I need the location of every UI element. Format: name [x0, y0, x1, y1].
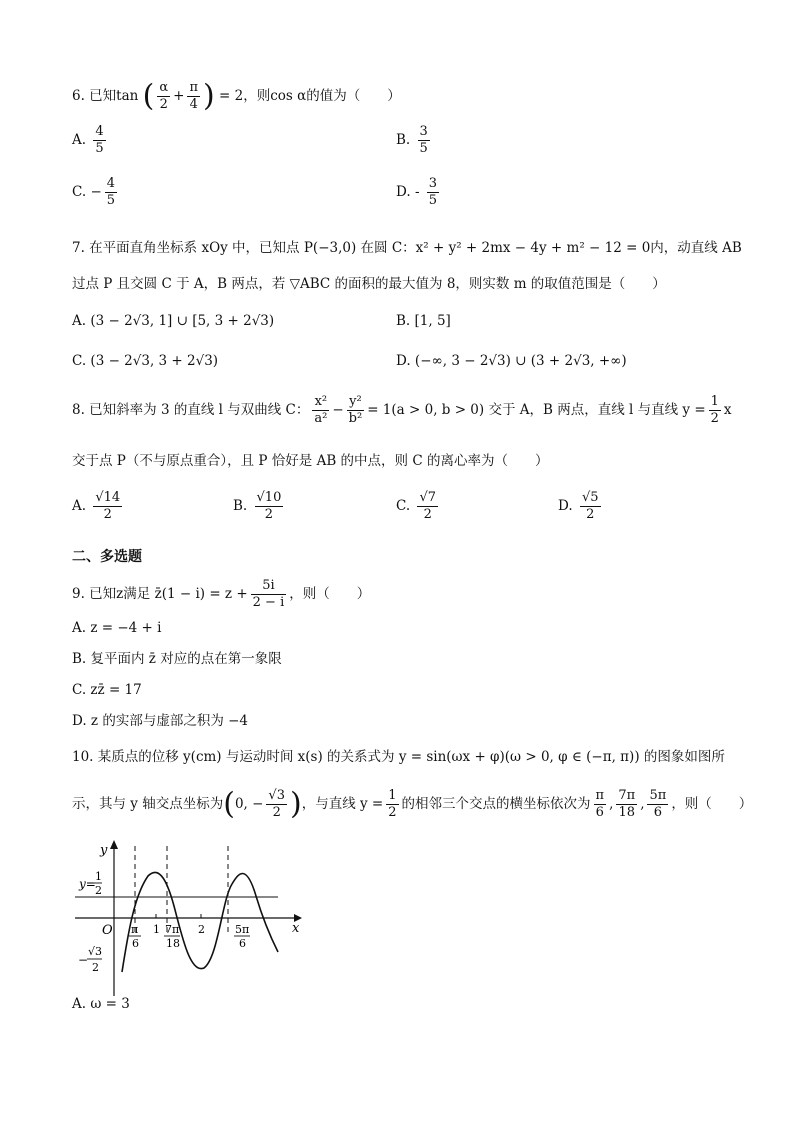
q7-option-a[interactable]: A. (3 − 2√3, 1] ∪ [5, 3 + 2√3) [72, 313, 275, 329]
q6-option-c[interactable]: C. − $\frac{4}{5}$ [72, 176, 116, 208]
tick-label-1: 1 [153, 923, 160, 936]
q7-option-b[interactable]: B. [1, 5] [396, 313, 451, 329]
q6-option-b[interactable]: B. $\frac{3}{5}$ [396, 124, 428, 156]
tick-label-pi6-num: π [131, 923, 139, 936]
q9-option-d[interactable]: D. z 的实部与虚部之积为 −4 [72, 713, 249, 729]
q9-option-b[interactable]: B. 复平面内 z̄ 对应的点在第一象限 [72, 651, 282, 667]
line-label-num: 1 [95, 870, 102, 883]
q6-stem: 6. 已知tan ( $\frac{\alpha}{2}$ + $\frac{\pi}{4}$ ) = 2，则cos α的值为（ ） [72, 78, 401, 114]
y-axis-label: y [100, 843, 108, 858]
q6-frac-pi: $\frac{\pi}{4}$ [189, 80, 198, 112]
q6-option-d[interactable]: D. - $\frac{3}{5}$ [396, 176, 438, 208]
tick-label-7pi18-den: 18 [166, 937, 180, 950]
q8-option-a[interactable]: A. $\frac{√14}{2}$ [72, 490, 121, 522]
q8-option-c[interactable]: C. $\frac{√7}{2}$ [396, 490, 436, 522]
neg-den: 2 [92, 961, 99, 974]
q10-option-a[interactable]: A. ω = 3 [72, 996, 130, 1012]
tick-label-5pi6-num: 5π [235, 923, 250, 936]
sine-graph [70, 840, 310, 1000]
q6-frac-alpha: $\frac{\alpha}{2}$ [159, 80, 169, 112]
neg-sign: − [78, 953, 89, 967]
tick-label-2: 2 [198, 923, 205, 936]
section-heading-multi-choice: 二、多选题 [72, 549, 142, 565]
tick-label-7pi18-num: 7π [165, 923, 180, 936]
q8-option-b[interactable]: B. $\frac{√10}{2}$ [233, 490, 282, 522]
line-label-y: y= [79, 877, 96, 891]
q10-line2: 示，其与 y 轴交点坐标为(0, − $\frac{√3}{2}$ )，与直线 y = $\frac{1}{2}$ 的相邻三个交点的横坐标依次为 $\frac{\pi}{6}$ , $\frac{7\pi}{18}$ , $\frac{5\pi}{6}$ ，则（ ） [72, 786, 753, 822]
q6-pre: 6. 已知tan [72, 88, 139, 104]
q6-post: = 2，则cos α的值为（ ） [219, 88, 401, 104]
neg-num: √3 [88, 945, 103, 958]
q7-line2: 过点 P 且交圆 C 于 A，B 两点，若 ▽ABC 的面积的最大值为 8，则实数 m 的取值范围是（ ） [72, 276, 666, 292]
q8-line2: 交于点 P（不与原点重合），且 P 恰好是 AB 的中点，则 C 的离心率为（ ） [72, 453, 549, 469]
q8-stem: 8. 已知斜率为 3 的直线 l 与双曲线 C： $\frac{\text{x²}}{\text{a²}}$ − $\frac{\text{y²}}{\text{b²}}$ = 1(a > 0, b > 0) 交于 A，B 两点，直线 l 与直线 y = $\frac{1}{2}$ x [72, 394, 732, 426]
x-axis-label: x [292, 921, 300, 936]
q7-option-c[interactable]: C. (3 − 2√3, 3 + 2√3) [72, 353, 219, 369]
q7-line1: 7. 在平面直角坐标系 xOy 中，已知点 P(−3,0) 在圆 C：x² + y² + 2mx − 4y + m² − 12 = 0内，动直线 AB [72, 240, 742, 256]
q7-option-d[interactable]: D. (−∞, 3 − 2√3) ∪ (3 + 2√3, +∞) [396, 353, 627, 369]
q8-option-d[interactable]: D. $\frac{√5}{2}$ [558, 490, 599, 522]
line-label-den: 2 [95, 884, 102, 897]
q10-line1: 10. 某质点的位移 y(cm) 与运动时间 x(s) 的关系式为 y = sin(ωx + φ)(ω > 0, φ ∈ (−π, π)) 的图象如图所 [72, 749, 725, 765]
tick-label-pi6-den: 6 [132, 937, 139, 950]
origin-label: O [102, 923, 113, 938]
q9-option-c[interactable]: C. zz̄ = 17 [72, 682, 142, 698]
q9-option-a[interactable]: A. z = −4 + i [72, 620, 162, 636]
y-axis-arrow [110, 840, 118, 849]
q9-stem: 9. 已知z满足 z̄(1 − i) = z + $\frac{5i}{2 - i}$ ，则（ ） [72, 578, 371, 610]
tick-label-5pi6-den: 6 [239, 937, 246, 950]
q6-option-a[interactable]: A. $\frac{4}{5}$ [72, 124, 104, 156]
